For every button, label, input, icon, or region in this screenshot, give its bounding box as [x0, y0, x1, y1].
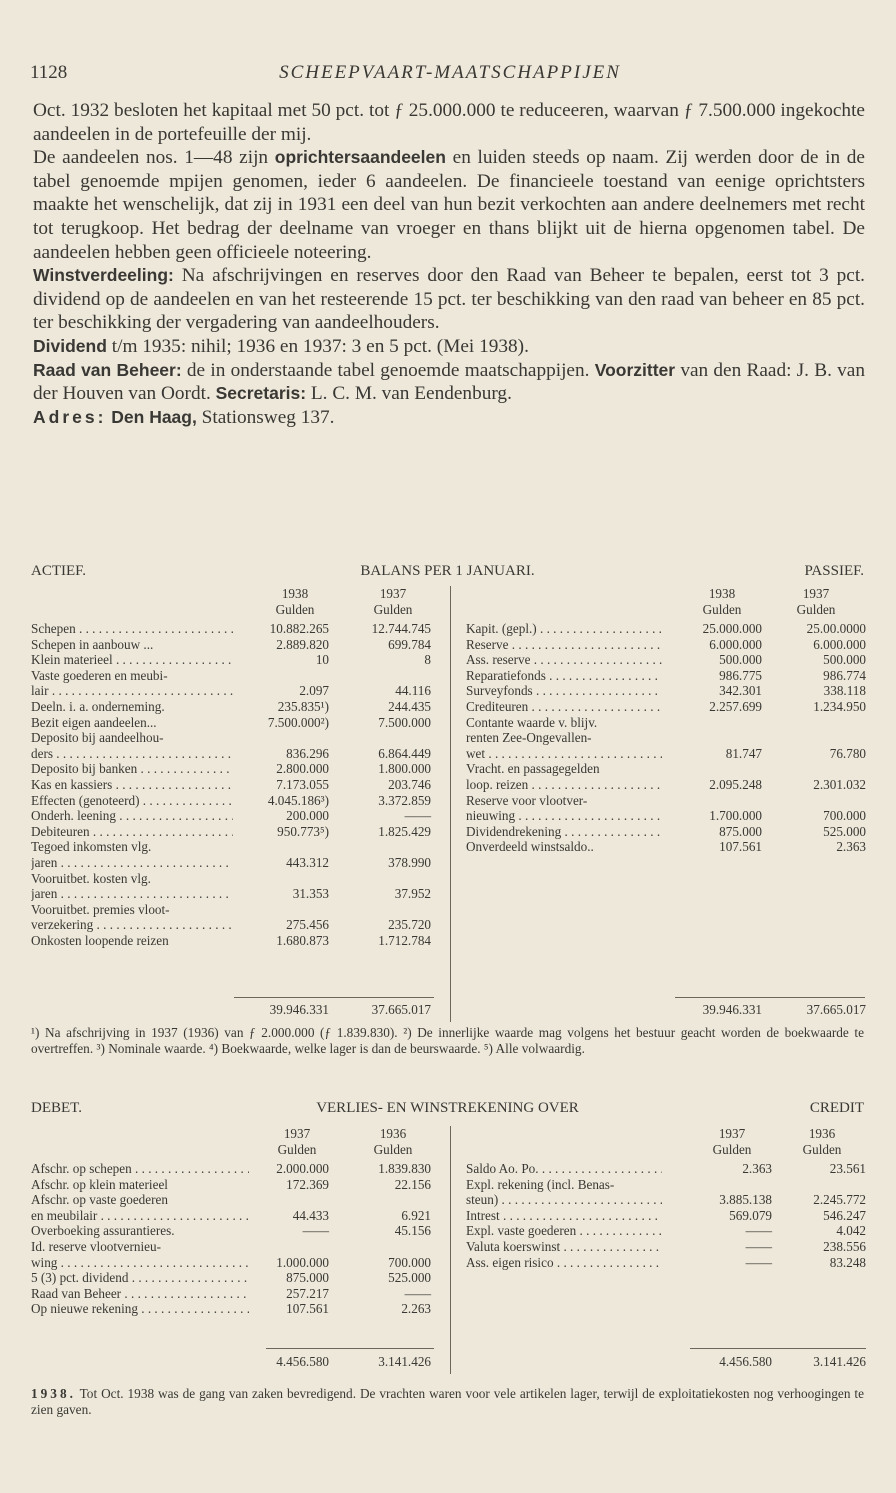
passief-label: Ass. reserve . . .: [466, 652, 662, 668]
actief-row: [31, 652, 433, 668]
debet-value-a: 257.217: [286, 1285, 329, 1301]
passief-value-b: 2.363: [836, 839, 866, 855]
actief-value-b: ——: [404, 808, 431, 824]
credit-row: [466, 1239, 866, 1255]
passief-value-b: 25.00.0000: [806, 621, 866, 636]
balance-header: [31, 563, 864, 583]
passief-value-a: 81.747: [725, 745, 762, 761]
passief-value-a: 500.000: [719, 652, 762, 668]
actief-row: [31, 683, 433, 699]
actief-value-b: 1.712.784: [378, 932, 431, 948]
actief-value-b: 37.952: [394, 886, 431, 902]
actief-value-a: 443.312: [286, 854, 329, 870]
debet-row: [31, 1161, 433, 1177]
actief-label: Effecten (genoteerd) . . .: [31, 793, 233, 809]
credit-row: [466, 1255, 866, 1271]
actief-row: [31, 886, 433, 902]
debet-value-b: 22.156: [394, 1176, 431, 1192]
passief-value-a: 2.257.699: [709, 698, 762, 714]
debet-row: [31, 1239, 433, 1255]
passief-label: Reparatiefonds . . .: [466, 668, 662, 684]
passief-value-b: 2.301.032: [813, 776, 866, 792]
actief-value-b: 8: [424, 652, 431, 668]
debet-row: [31, 1208, 433, 1224]
credit-value-a: ——: [745, 1223, 772, 1239]
actief-label: Deposito bij banken . . .: [31, 761, 233, 777]
debet-row: [31, 1177, 433, 1193]
debet-row: [31, 1255, 433, 1271]
passief-row: [466, 824, 866, 840]
credit-value-b: 4.042: [836, 1223, 866, 1239]
passief-value-b: 6.000.000: [813, 636, 866, 652]
debet-value-a: 172.369: [286, 1176, 329, 1192]
running-title: SCHEEPVAART-MAATSCHAPPIJEN: [279, 62, 621, 83]
actief-value-a: 31.353: [292, 886, 329, 902]
passief-total-1938: 39.946.331: [702, 1002, 762, 1017]
actief-value-b: 7.500.000: [378, 714, 431, 730]
debet-label: Id. reserve vlootvernieu-: [31, 1238, 161, 1254]
actief-value-a: 2.889.820: [276, 636, 329, 652]
balance-title: BALANS PER 1 JANUARI.: [360, 563, 535, 579]
actief-label: Bezit eigen aandeelen...: [31, 714, 157, 730]
balance-footnotes: ¹) Na afschrijving in 1937 (1936) van ƒ 2.000.000 (ƒ 1.839.830). ²) De innerlijke waarde mag volgens het bestuur geacht worden de boekwaarde te overtreffen. ³) Nominale waarde. ⁴) Boekwaarde, welke lager is dan de beurswaarde. ⁵) Alle volwaardig.: [31, 1025, 864, 1056]
passief-row: [466, 730, 866, 746]
credit-value-a: 569.079: [729, 1207, 772, 1223]
actief-row: [31, 933, 433, 949]
passief-value-b: 1.234.950: [813, 698, 866, 714]
actief-row: [31, 746, 433, 762]
credit-value-a: 3.885.138: [719, 1192, 772, 1208]
actief-total-rule: [234, 997, 434, 998]
capital-paragraph: Oct. 1932 besloten het kapitaal met 50 pct. tot ƒ 25.000.000 te reduceeren, waarvan ƒ 7.500.000 ingekochte aandeelen in de portefeuille der mij.: [33, 100, 865, 145]
actief-table: [31, 621, 433, 948]
debet-label: DEBET.: [31, 1100, 82, 1116]
actief-value-b: 378.990: [388, 854, 431, 870]
actief-value-b: 244.435: [388, 698, 431, 714]
actief-value-a: 235.835¹): [277, 698, 329, 714]
actief-row: [31, 855, 433, 871]
passief-label: loop. reizen . . .: [466, 777, 662, 793]
debet-value-a: 2.000.000: [276, 1161, 329, 1176]
passief-row: [466, 683, 866, 699]
year-1938-note: 1938. Tot Oct. 1938 was de gang van zaken bevredigend. De vrachten waren voor vele artikelen lager, terwijl de exploitatiekosten nog verhoogingen te zien gaven.: [31, 1386, 864, 1417]
actief-label: lair . . .: [31, 683, 233, 699]
credit-total-1937: 4.456.580: [719, 1354, 772, 1369]
debet-label: en meubilair . . .: [31, 1208, 249, 1224]
actief-row: [31, 730, 433, 746]
credit-label: Saldo Ao. Po. . . .: [466, 1161, 662, 1177]
actief-label: Deeln. i. a. onderneming.: [31, 698, 165, 714]
actief-row: [31, 777, 433, 793]
actief-value-a: 4.045.186³): [267, 792, 329, 808]
credit-total-1936: 3.141.426: [813, 1354, 866, 1369]
passief-label: Dividendrekening . . .: [466, 824, 662, 840]
page-header: [30, 62, 870, 88]
passief-value-b: 986.774: [823, 667, 866, 683]
debet-row: [31, 1270, 433, 1286]
actief-row: [31, 715, 433, 731]
actief-label: Debiteuren . . .: [31, 824, 233, 840]
credit-row: [466, 1161, 866, 1177]
credit-total-rule: [690, 1348, 866, 1349]
debet-total-1937: 4.456.580: [276, 1354, 329, 1369]
actief-value-a: 2.800.000: [276, 761, 329, 777]
debet-value-a: ——: [302, 1223, 329, 1239]
credit-row: [466, 1177, 866, 1193]
debet-value-b: 2.263: [401, 1301, 431, 1317]
debet-value-b: 6.921: [401, 1207, 431, 1223]
actief-label: Vooruitbet. premies vloot-: [31, 901, 170, 917]
credit-years: 1937 1936 Gulden Gulden: [712, 1126, 842, 1157]
debet-label: wing . . .: [31, 1255, 249, 1271]
profit-loss-title: VERLIES- EN WINSTREKENING OVER: [316, 1100, 579, 1116]
actief-row: [31, 621, 433, 637]
actief-row: [31, 839, 433, 855]
debet-row: [31, 1301, 433, 1317]
debet-label: Overboeking assurantieres.: [31, 1223, 175, 1239]
actief-value-b: 6.864.449: [378, 745, 431, 761]
passief-value-a: 875.000: [719, 823, 762, 839]
passief-value-a: 1.700.000: [709, 808, 762, 824]
debet-value-a: 44.433: [292, 1207, 329, 1223]
actief-value-a: 1.680.873: [276, 932, 329, 948]
balance-right-years: 1938 1937 Gulden Gulden: [702, 586, 836, 617]
passief-label: Vracht. en passagegelden: [466, 761, 600, 777]
actief-label: Tegoed inkomsten vlg.: [31, 839, 152, 855]
board-paragraph: Raad van Beheer: de in onderstaande tabel genoemde maatschappijen. Voorzitter van den Raad: J. B. van der Houven van Oordt. Secretaris: L. C. M. van Eendenburg.: [33, 359, 865, 405]
actief-row: [31, 699, 433, 715]
passief-row: [466, 637, 866, 653]
debet-row: [31, 1286, 433, 1302]
actief-label: Schepen . . .: [31, 621, 233, 637]
debet-value-b: ——: [404, 1285, 431, 1301]
credit-row: [466, 1208, 866, 1224]
passief-label: Onverdeeld winstsaldo..: [466, 839, 594, 855]
address-paragraph: Adres: Den Haag, Stationsweg 137.: [33, 406, 335, 428]
shares-paragraph: De aandeelen nos. 1—48 zijn oprichtersaandeelen en luiden steeds op naam. Zij werden door de in de tabel genoemde mpijen genomen, ieder 6 aandeelen. De financieele toestand van eenige oprichtsters maakte het wenschelijk, dat zij in 1931 een deel van hun bezit verkochten aan andere deelnemers met recht tot terugkoop. Het bedrag der deelname van vroeger en thans blijkt uit de hierna opgenomen tabel. De aandeelen hebben geen officieele noteering.: [33, 147, 865, 263]
actief-row: [31, 808, 433, 824]
actief-row: [31, 668, 433, 684]
passief-row: [466, 652, 866, 668]
balance-divider: [450, 586, 451, 1022]
debet-years: 1937 1936 Gulden Gulden: [277, 1126, 413, 1157]
debet-table: [31, 1161, 433, 1317]
debet-value-a: 875.000: [286, 1270, 329, 1286]
credit-label: Valuta koerswinst . . .: [466, 1239, 662, 1255]
debet-total-rule: [266, 1348, 434, 1349]
passief-row: [466, 808, 866, 824]
actief-value-a: 950.773⁵): [277, 823, 329, 839]
credit-value-a: 2.363: [742, 1161, 772, 1176]
actief-value-a: 836.296: [286, 745, 329, 761]
actief-totals: [31, 1002, 433, 1018]
passief-label: Crediteuren . . .: [466, 699, 662, 715]
passief-value-a: 6.000.000: [709, 636, 762, 652]
actief-label: Vooruitbet. kosten vlg.: [31, 870, 151, 886]
actief-value-b: 44.116: [395, 683, 431, 699]
credit-label: Expl. rekening (incl. Benas-: [466, 1176, 615, 1192]
profit-distribution-paragraph: Winstverdeeling: Na afschrijvingen en reserves door den Raad van Beheer te bepalen, eerst tot 3 pct. dividend op de aandeelen en van het resteerende 15 pct. ter beschikking van den raad van beheer en 85 pct. ter beschikking der vergadering van aandeelhouders.: [33, 265, 865, 334]
debet-label: Raad van Beheer . . .: [31, 1286, 249, 1302]
passief-row: [466, 793, 866, 809]
debet-value-b: 525.000: [388, 1270, 431, 1286]
debet-label: Afschr. op schepen . . .: [31, 1161, 249, 1177]
passief-label: Contante waarde v. blijv.: [466, 714, 598, 730]
debet-value-b: 700.000: [388, 1254, 431, 1270]
actief-value-a: 7.173.055: [276, 776, 329, 792]
actief-label: verzekering . . .: [31, 917, 233, 933]
credit-label: Ass. eigen risico . . .: [466, 1255, 662, 1271]
passief-total-rule: [675, 997, 865, 998]
actief-value-b: 1.825.429: [378, 823, 431, 839]
passief-value-b: 338.118: [823, 683, 866, 699]
actief-value-a: 7.500.000²): [267, 714, 329, 730]
passief-label: nieuwing . . .: [466, 808, 662, 824]
credit-label: Expl. vaste goederen . . .: [466, 1223, 662, 1239]
passief-row: [466, 746, 866, 762]
debet-value-a: 107.561: [286, 1301, 329, 1317]
actief-label: Klein materieel . . .: [31, 652, 233, 668]
passief-row: [466, 668, 866, 684]
actief-row: [31, 871, 433, 887]
credit-label: Intrest . . .: [466, 1208, 662, 1224]
page-number: 1128: [30, 62, 68, 83]
balance-left-years: 1938 1937 Gulden Gulden: [275, 586, 413, 617]
actief-label: Onkosten loopende reizen: [31, 932, 169, 948]
passief-totals: [466, 1002, 866, 1018]
credit-value-b: 23.561: [829, 1161, 866, 1176]
actief-label: Schepen in aanbouw ...: [31, 636, 154, 652]
passief-value-b: 700.000: [823, 808, 866, 824]
passief-row: [466, 715, 866, 731]
actief-row: [31, 902, 433, 918]
passief-row: [466, 761, 866, 777]
credit-row: [466, 1223, 866, 1239]
credit-value-a: ——: [745, 1238, 772, 1254]
actief-row: [31, 917, 433, 933]
passief-row: [466, 839, 866, 855]
passief-table: [466, 621, 866, 855]
passief-label: wet . . .: [466, 746, 662, 762]
actief-value-b: 1.800.000: [378, 761, 431, 777]
passief-label: Reserve voor vlootver-: [466, 792, 588, 808]
debet-value-b: 45.156: [394, 1223, 431, 1239]
actief-label: Onderh. leening . . .: [31, 808, 233, 824]
passief-value-a: 2.095.248: [709, 776, 762, 792]
company-description: [33, 99, 865, 429]
actief-label: jaren . . .: [31, 886, 233, 902]
actief-label: ders . . .: [31, 746, 233, 762]
actief-row: [31, 824, 433, 840]
debet-value-a: 1.000.000: [276, 1254, 329, 1270]
credit-value-b: 546.247: [823, 1207, 866, 1223]
passief-row: [466, 621, 866, 637]
debet-label: Afschr. op klein materieel: [31, 1176, 168, 1192]
credit-totals: [466, 1354, 866, 1370]
actief-value-b: 235.720: [388, 917, 431, 933]
credit-row: [466, 1192, 866, 1208]
debet-total-1936: 3.141.426: [378, 1354, 431, 1369]
actief-label: Vaste goederen en meubi-: [31, 667, 168, 683]
actief-total-1938: 39.946.331: [269, 1002, 329, 1017]
debet-value-b: 1.839.830: [378, 1161, 431, 1176]
passief-value-b: 525.000: [823, 823, 866, 839]
passief-row: [466, 777, 866, 793]
debet-label: Op nieuwe rekening . . .: [31, 1301, 249, 1317]
debet-row: [31, 1223, 433, 1239]
debet-label: Afschr. op vaste goederen: [31, 1192, 168, 1208]
actief-row: [31, 793, 433, 809]
actief-value-b: 12.744.745: [371, 621, 431, 636]
passief-label: Kapit. (gepl.) . . .: [466, 621, 662, 637]
actief-label: Deposito bij aandeelhou-: [31, 730, 164, 746]
debet-label: 5 (3) pct. dividend . . .: [31, 1270, 249, 1286]
actief-value-b: 3.372.859: [378, 792, 431, 808]
debet-row: [31, 1192, 433, 1208]
actief-value-a: 200.000: [286, 808, 329, 824]
actief-value-b: 203.746: [388, 776, 431, 792]
actief-row: [31, 637, 433, 653]
actief-total-1937: 37.665.017: [371, 1002, 431, 1017]
credit-label: CREDIT: [809, 1100, 864, 1116]
credit-value-b: 238.556: [823, 1238, 866, 1254]
passief-row: [466, 699, 866, 715]
debet-totals: [31, 1354, 433, 1370]
actief-label: jaren . . .: [31, 855, 233, 871]
actief-row: [31, 761, 433, 777]
profit-loss-divider: [450, 1126, 451, 1374]
passief-value-b: 76.780: [829, 745, 866, 761]
credit-table: [466, 1161, 866, 1270]
passief-label: Surveyfonds . . .: [466, 683, 662, 699]
passief-total-1937: 37.665.017: [806, 1002, 866, 1017]
credit-value-b: 83.248: [829, 1254, 866, 1270]
actief-value-b: 699.784: [388, 636, 431, 652]
passief-value-a: 342.301: [719, 683, 762, 699]
passief-value-a: 107.561: [719, 839, 762, 855]
passief-value-a: 25.000.000: [702, 621, 762, 636]
actief-value-a: 10.882.265: [269, 621, 329, 636]
actief-value-a: 2.097: [299, 683, 329, 699]
credit-value-b: 2.245.772: [813, 1192, 866, 1208]
profit-loss-header: [31, 1100, 864, 1120]
actief-label: ACTIEF.: [31, 563, 87, 579]
credit-value-a: ——: [745, 1254, 772, 1270]
passief-value-b: 500.000: [823, 652, 866, 668]
actief-value-a: 275.456: [286, 917, 329, 933]
actief-value-a: 10: [315, 652, 329, 668]
dividend-paragraph: Dividend t/m 1935: nihil; 1936 en 1937: 3 en 5 pct. (Mei 1938).: [33, 335, 529, 357]
passief-label: Reserve . . .: [466, 637, 662, 653]
passief-label: renten Zee-Ongevallen-: [466, 730, 592, 746]
passief-value-a: 986.775: [719, 667, 762, 683]
passief-label: PASSIEF.: [804, 563, 864, 579]
credit-label: steun) . . .: [466, 1192, 662, 1208]
actief-label: Kas en kassiers . . .: [31, 777, 233, 793]
